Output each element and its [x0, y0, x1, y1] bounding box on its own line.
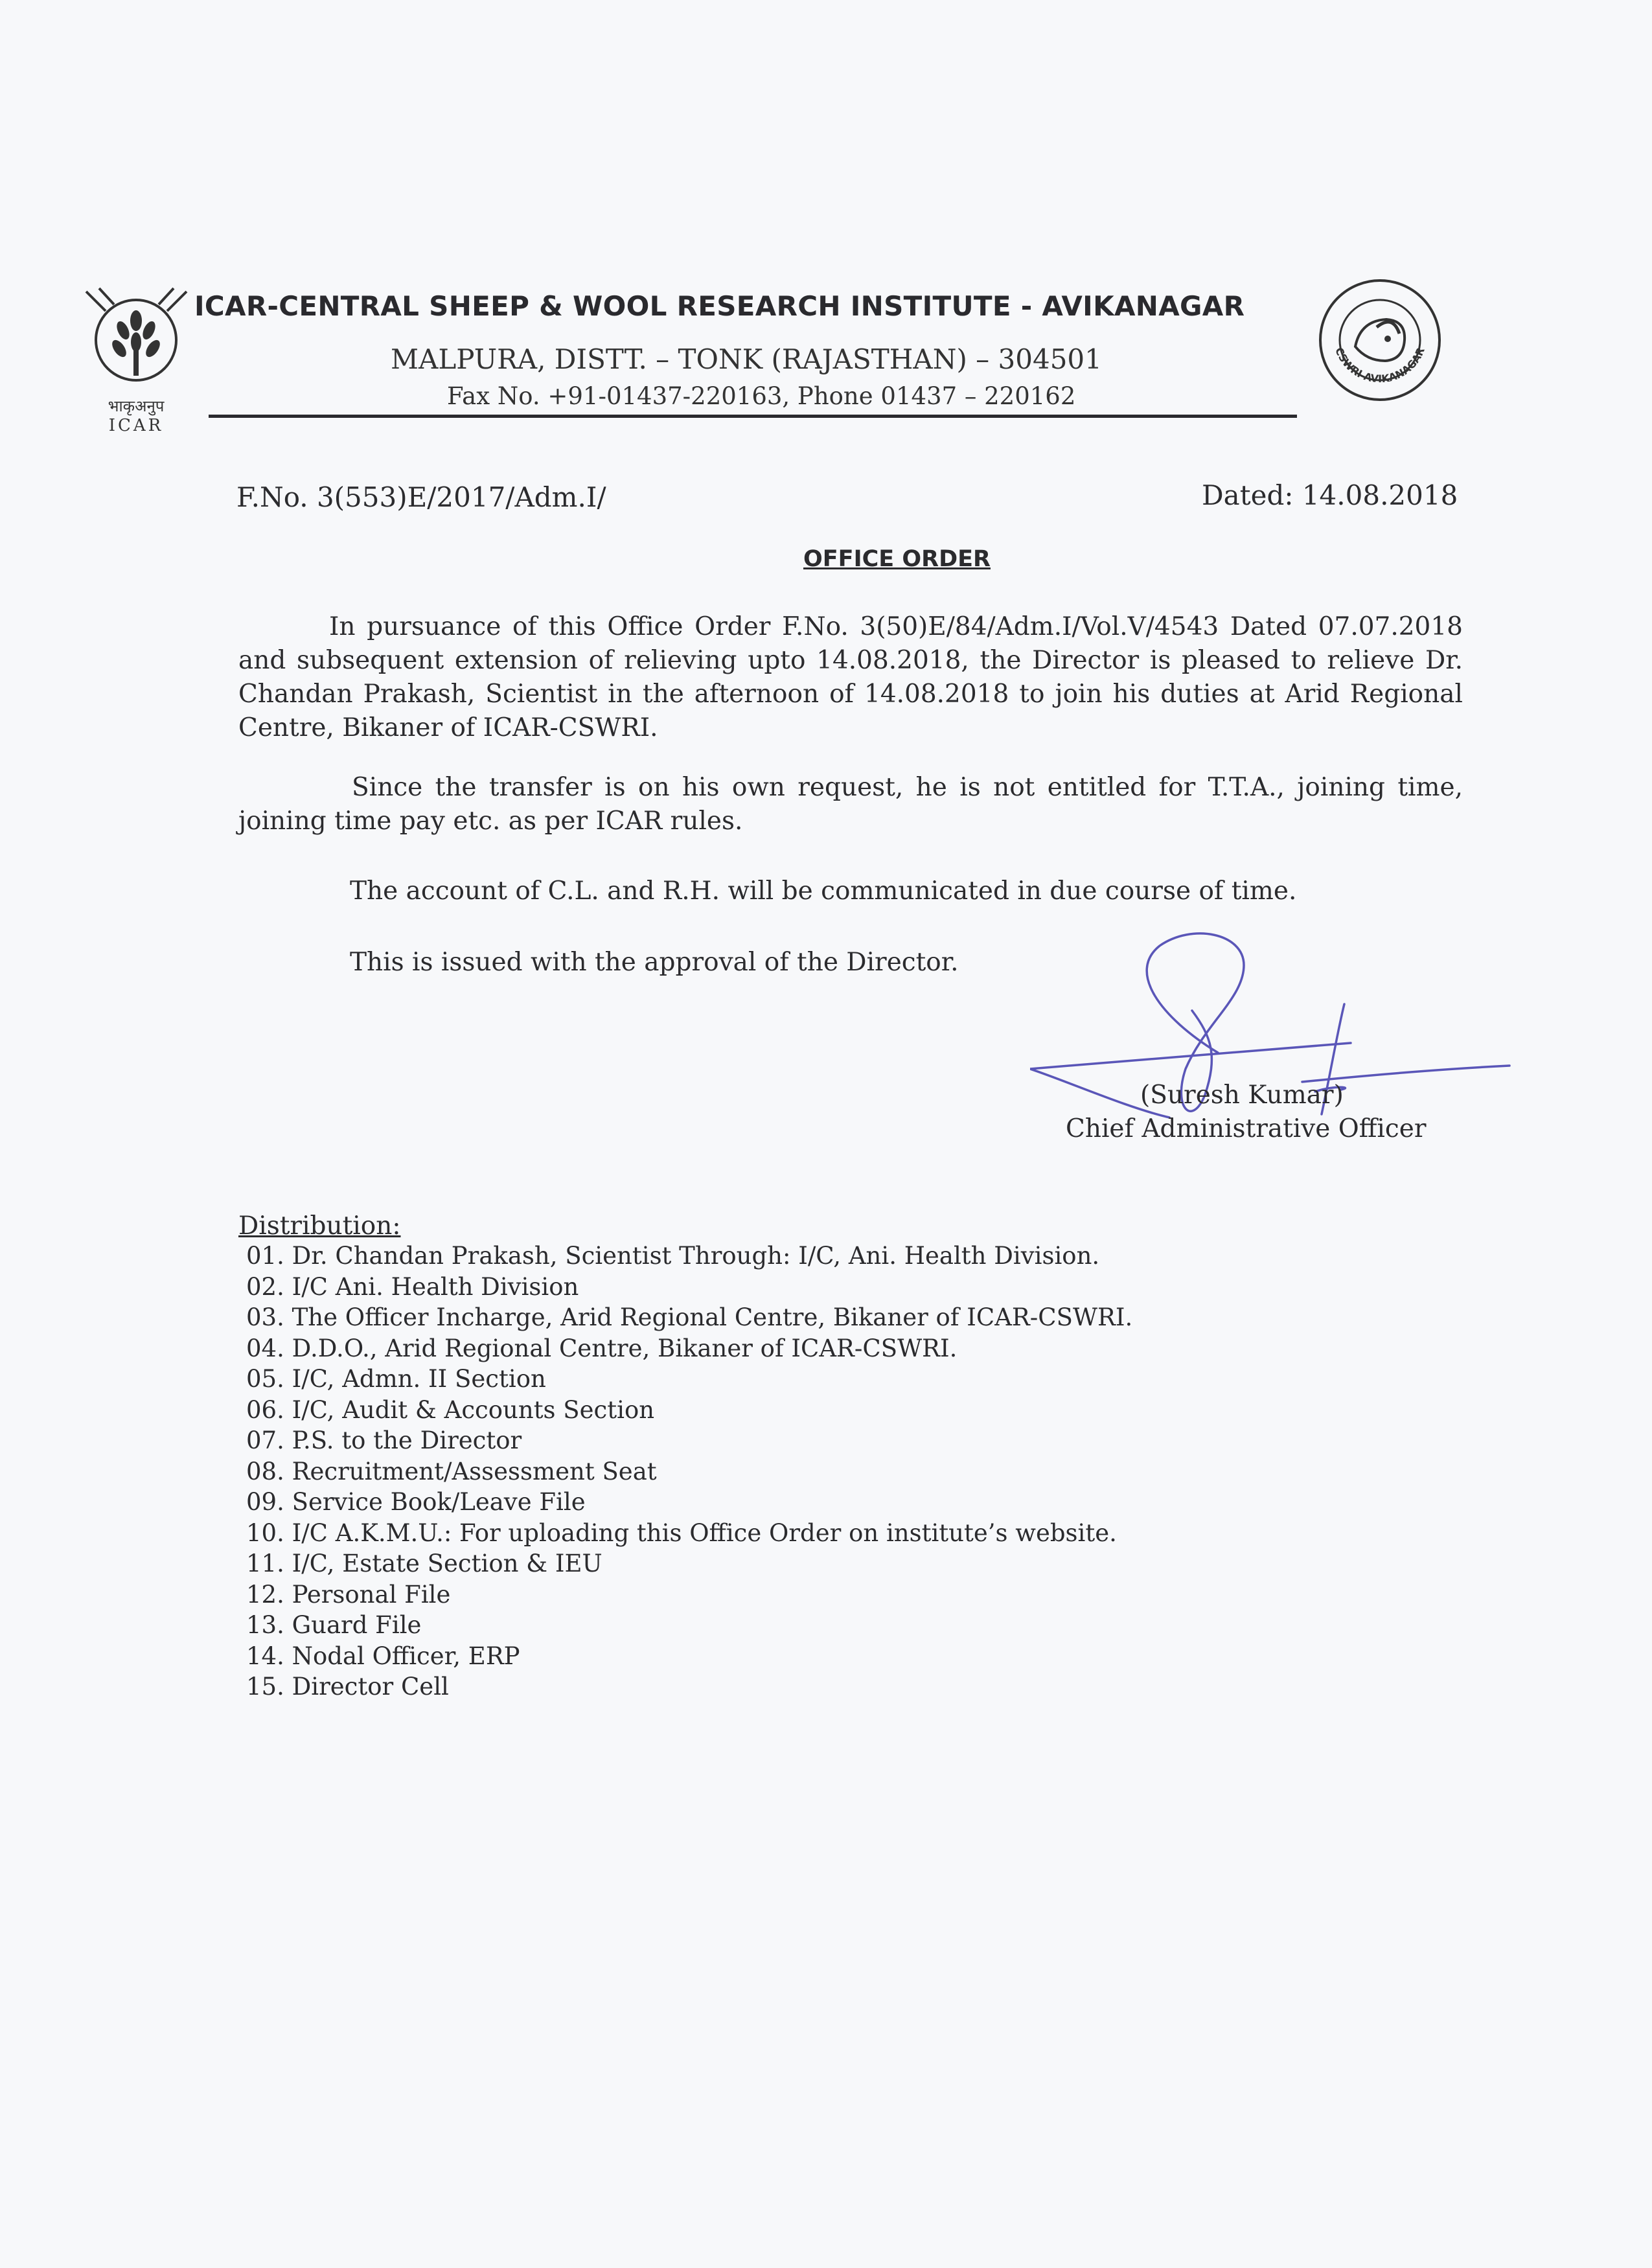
list-item: 10. I/C A.K.M.U.: For uploading this Office Order on institute’s website.	[246, 1518, 1117, 1547]
list-item: 04. D.D.O., Arid Regional Centre, Bikaner of ICAR-CSWRI.	[246, 1334, 958, 1362]
cswri-seal-icon	[1315, 275, 1445, 405]
distribution-heading: Distribution:	[238, 1211, 401, 1241]
body-paragraph-3: The account of C.L. and R.H. will be communicated in due course of time.	[350, 876, 1297, 906]
order-date: Dated: 14.08.2018	[1202, 479, 1458, 511]
body-paragraph-2: Since the transfer is on his own request, he is not entitled for T.T.A., joining time, joining time pay etc. as per ICAR rules.	[238, 773, 1463, 836]
icar-logo-icon	[76, 285, 196, 434]
list-item: 03. The Officer Incharge, Arid Regional Centre, Bikaner of ICAR-CSWRI.	[246, 1303, 1133, 1331]
seal-text: CSWRI AVIKANAGAR	[1333, 345, 1427, 385]
institute-contact: Fax No. +91-01437-220163, Phone 01437 – 220162	[447, 382, 1076, 410]
institute-name: ICAR-CENTRAL SHEEP & WOOL RESEARCH INSTITUTE - AVIKANAGAR	[194, 290, 1245, 322]
list-item: 01. Dr. Chandan Prakash, Scientist Through: I/C, Ani. Health Division.	[246, 1242, 1100, 1270]
list-item: 05. I/C, Admn. II Section	[246, 1365, 546, 1393]
document-title: OFFICE ORDER	[803, 546, 991, 572]
list-item: 02. I/C Ani. Health Division	[246, 1272, 579, 1301]
signatory-name: (Suresh Kumar)	[1140, 1081, 1344, 1110]
list-item: 08. Recruitment/Assessment Seat	[246, 1457, 657, 1485]
institute-address: MALPURA, DISTT. – TONK (RAJASTHAN) – 304501	[391, 343, 1102, 375]
file-number: F.No. 3(553)E/2017/Adm.I/	[236, 481, 606, 513]
list-item: 14. Nodal Officer, ERP	[246, 1642, 520, 1670]
signatory-designation: Chief Administrative Officer	[1066, 1114, 1427, 1143]
list-item: 11. I/C, Estate Section & IEU	[246, 1550, 602, 1577]
body-paragraph-4: This is issued with the approval of the Director.	[350, 948, 959, 977]
list-item: 07. P.S. to the Director	[246, 1426, 522, 1454]
distribution-list	[246, 1241, 1132, 1702]
list-item: 13. Guard File	[246, 1611, 422, 1639]
list-item: 09. Service Book/Leave File	[246, 1488, 586, 1516]
logo-text-icar: ICAR	[108, 416, 164, 434]
body-paragraph-1: In pursuance of this Office Order F.No. 3(50)E/84/Adm.I/Vol.V/4543 Dated 07.07.2018 and subsequent extension of relieving upto 14.08.2018, the Director is pleased to relieve Dr. Chandan Prakash, Scientist in the afternoon of 14.08.2018 to join his duties at Arid Regional Centre, Bikaner of ICAR-CSWRI.	[238, 612, 1463, 742]
header-rule	[209, 415, 1297, 418]
list-item: 06. I/C, Audit & Accounts Section	[246, 1395, 655, 1424]
list-item: 12. Personal File	[246, 1580, 451, 1609]
logo-text-hindi: भाकृअनुप	[108, 397, 165, 415]
list-item: 15. Director Cell	[246, 1673, 449, 1701]
svg-text:CSWRI AVIKANAGAR	[1333, 346, 1427, 385]
